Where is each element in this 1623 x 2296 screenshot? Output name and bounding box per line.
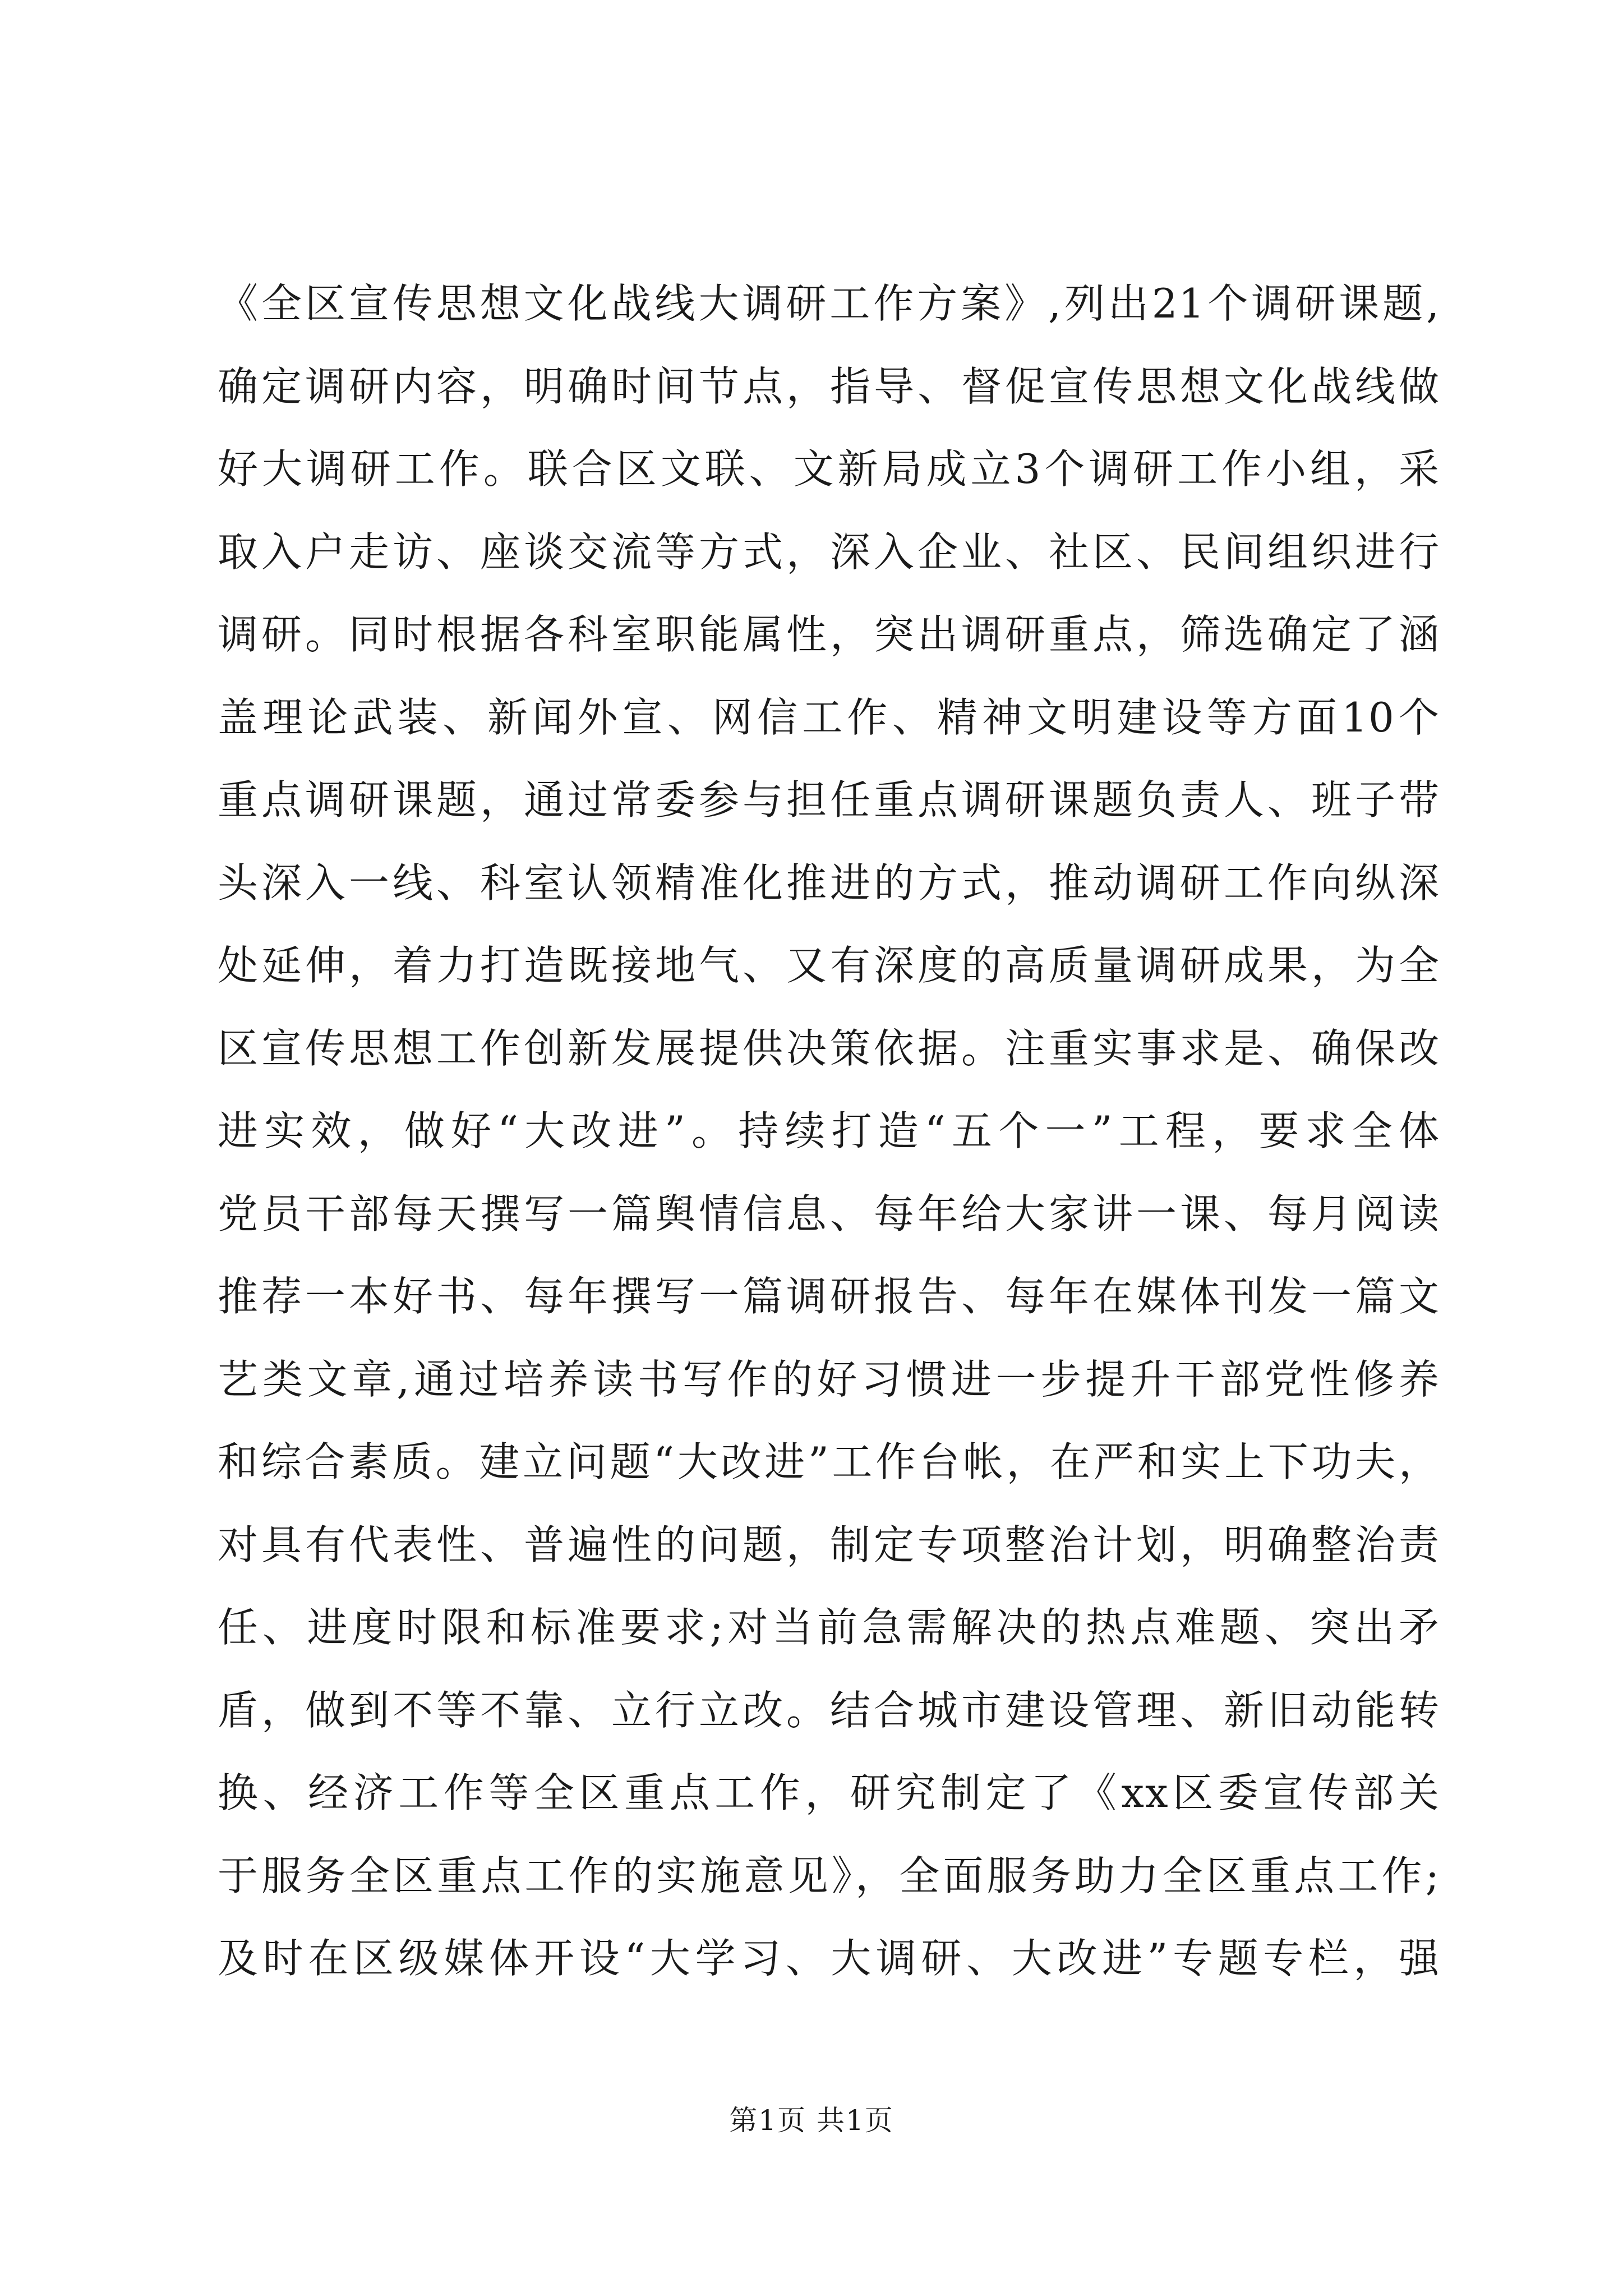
text-line: 好大调研工作。联合区文联、文新局成立3个调研工作小组，采 [218, 445, 1440, 493]
text-line: 盖理论武装、新闻外宣、网信工作、精神文明建设等方面10个 [218, 693, 1440, 741]
text-line: 处延伸，着力打造既接地气、又有深度的高质量调研成果，为全 [218, 942, 1440, 989]
page-number-footer: 第1页 共1页 [729, 2104, 894, 2137]
text-line: 和综合素质。建立问题“大改进”工作台帐，在严和实上下功夫， [218, 1438, 1440, 1485]
text-line: 取入户走访、座谈交流等方式，深入企业、社区、民间组织进行 [218, 528, 1440, 576]
text-line: 党员干部每天撰写一篇舆情信息、每年给大家讲一课、每月阅读 [218, 1190, 1440, 1237]
text-line: 头深入一线、科室认领精准化推进的方式，推动调研工作向纵深 [218, 859, 1440, 907]
text-line: 于服务全区重点工作的实施意见》，全面服务助力全区重点工作; [218, 1852, 1440, 1899]
text-line: 对具有代表性、普遍性的问题，制定专项整治计划，明确整治责 [218, 1521, 1440, 1568]
text-line: 进实效，做好“大改进”。持续打造“五个一”工程，要求全体 [218, 1107, 1440, 1154]
text-line: 确定调研内容，明确时间节点，指导、督促宣传思想文化战线做 [218, 362, 1440, 410]
text-line: 盾，做到不等不靠、立行立改。结合城市建设管理、新旧动能转 [218, 1686, 1440, 1734]
text-line: 区宣传思想工作创新发展提供决策依据。注重实事求是、确保改 [218, 1024, 1440, 1072]
text-line: 艺类文章,通过培养读书写作的好习惯进一步提升干部党性修养 [218, 1355, 1440, 1403]
text-line: 推荐一本好书、每年撰写一篇调研报告、每年在媒体刊发一篇文 [218, 1273, 1440, 1320]
text-line: 及时在区级媒体开设“大学习、大调研、大改进”专题专栏，强 [218, 1935, 1440, 1982]
text-line: 《全区宣传思想文化战线大调研工作方案》,列出21个调研课题, [218, 280, 1440, 327]
body-paragraph [218, 263, 1440, 2000]
text-line: 重点调研课题，通过常委参与担任重点调研课题负责人、班子带 [218, 776, 1440, 823]
text-line: 换、经济工作等全区重点工作，研究制定了《xx区委宣传部关 [218, 1769, 1440, 1816]
text-line: 任、进度时限和标准要求;对当前急需解决的热点难题、突出矛 [218, 1604, 1440, 1651]
text-line: 调研。同时根据各科室职能属性，突出调研重点，筛选确定了涵 [218, 611, 1440, 658]
